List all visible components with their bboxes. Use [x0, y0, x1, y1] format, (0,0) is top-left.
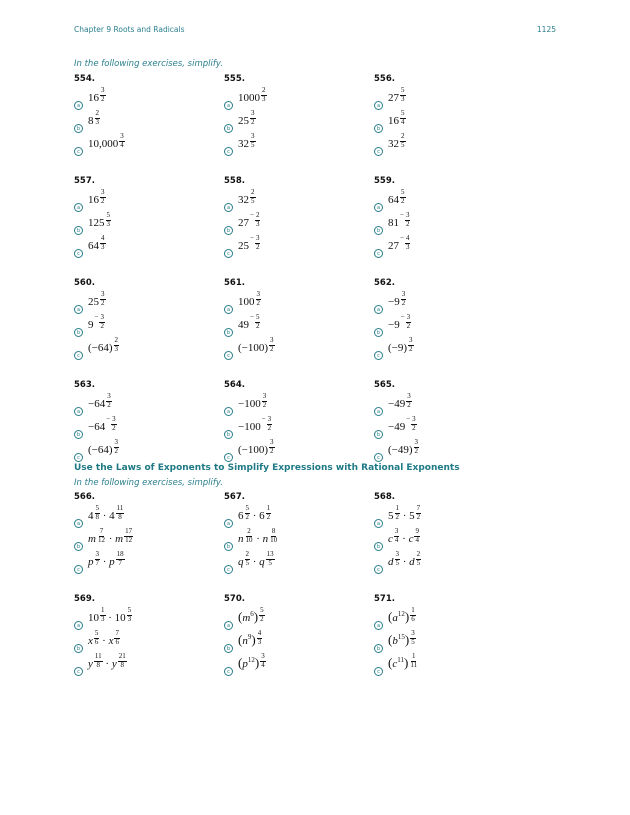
- exercise-563: [74, 380, 224, 464]
- exercise-part: [224, 188, 374, 214]
- part-label-circle: a: [74, 621, 83, 630]
- math-expression: p $\frac{3}{7}$ · p $\frac{18}{7}$: [88, 550, 124, 568]
- exercise-number: 569.: [74, 594, 95, 604]
- part-label-circle: c: [74, 565, 83, 574]
- exercise-part: [224, 652, 374, 678]
- exercise-part: [224, 290, 374, 316]
- math-expression: (−9) $\frac{3}{2}$: [388, 336, 413, 354]
- math-expression: $(p^{12})$ $\frac{3}{4}$: [238, 652, 265, 670]
- exercise-part: [74, 336, 224, 362]
- part-label-circle: a: [74, 203, 83, 212]
- math-expression: 9− $\frac{3}{2}$: [88, 313, 104, 331]
- part-label-circle: b: [374, 542, 383, 551]
- math-expression: 32 $\frac{2}{5}$: [388, 132, 405, 150]
- math-expression: −9− $\frac{3}{2}$: [388, 313, 411, 331]
- part-label-circle: c: [374, 351, 383, 360]
- math-expression: (−64) $\frac{2}{3}$: [88, 336, 119, 354]
- exercise-564: [224, 380, 374, 464]
- part-label-circle: b: [74, 124, 83, 133]
- part-label-circle: a: [74, 519, 83, 528]
- part-label-circle: c: [224, 351, 233, 360]
- part-label-circle: b: [374, 328, 383, 337]
- math-expression: 25− $\frac{3}{2}$: [238, 234, 260, 252]
- exercise-part: [374, 313, 524, 339]
- exercise-part: [224, 415, 374, 441]
- exercise-part: [224, 234, 374, 260]
- exercise-559: [374, 176, 524, 260]
- part-label-circle: a: [224, 407, 233, 416]
- part-label-circle: b: [74, 328, 83, 337]
- exercise-part: [224, 438, 374, 464]
- math-expression: 49− $\frac{5}{2}$: [238, 313, 260, 331]
- exercise-row: [74, 380, 564, 464]
- math-expression: −64 $\frac{3}{2}$: [88, 392, 111, 410]
- exercise-part: [74, 438, 224, 464]
- part-label-circle: c: [374, 565, 383, 574]
- exercise-part: [74, 211, 224, 237]
- math-expression: $(m^6)$ $\frac{5}{2}$: [238, 606, 264, 624]
- math-expression: (−64) $\frac{3}{2}$: [88, 438, 119, 456]
- part-label-circle: b: [74, 644, 83, 653]
- math-expression: 27− $\frac{4}{3}$: [388, 234, 410, 252]
- math-expression: y $\frac{11}{8}$ · y $\frac{21}{8}$: [88, 652, 126, 670]
- part-label-circle: a: [374, 621, 383, 630]
- exercise-part: [224, 86, 374, 112]
- exercise-560: [74, 278, 224, 362]
- exercise-part: [224, 132, 374, 158]
- part-label-circle: a: [224, 519, 233, 528]
- math-expression: 16 $\frac{3}{2}$: [88, 86, 105, 104]
- math-expression: −49− $\frac{3}{2}$: [388, 415, 416, 433]
- exercise-part: [74, 234, 224, 260]
- part-label-circle: c: [74, 249, 83, 258]
- exercise-number: 563.: [74, 380, 95, 390]
- part-label-circle: c: [224, 249, 233, 258]
- exercise-part: [74, 504, 224, 530]
- instruction-top: In the following exercises, simplify.: [74, 59, 223, 69]
- math-expression: 6 $\frac{5}{2}$ · 6 $\frac{1}{2}$: [238, 504, 271, 522]
- exercise-row: [74, 176, 564, 260]
- exercise-part: [374, 629, 524, 655]
- exercise-number: 561.: [224, 278, 245, 288]
- math-expression: 27− $\frac{2}{3}$: [238, 211, 260, 229]
- part-label-circle: a: [74, 101, 83, 110]
- math-expression: n $\frac{2}{10}$ · n $\frac{8}{10}$: [238, 527, 278, 545]
- section-heading: Use the Laws of Exponents to Simplify Expressions with Rational Exponents: [74, 463, 460, 473]
- exercise-part: [374, 652, 524, 678]
- exercise-part: [74, 109, 224, 135]
- instruction-bottom: In the following exercises, simplify.: [74, 478, 223, 488]
- exercise-556: [374, 74, 524, 158]
- exercise-part: [374, 188, 524, 214]
- math-expression: 25 $\frac{3}{2}$: [238, 109, 255, 127]
- exercise-number: 567.: [224, 492, 245, 502]
- part-label-circle: b: [374, 644, 383, 653]
- part-label-circle: b: [224, 226, 233, 235]
- math-expression: 8 $\frac{2}{3}$: [88, 109, 99, 127]
- part-label-circle: a: [374, 407, 383, 416]
- math-expression: d $\frac{3}{5}$ · d $\frac{2}{5}$: [388, 550, 421, 568]
- part-label-circle: a: [74, 305, 83, 314]
- exercise-grid-roots: [74, 74, 564, 482]
- exercise-number: 556.: [374, 74, 395, 84]
- math-expression: 32 $\frac{2}{5}$: [238, 188, 255, 206]
- math-expression: −100− $\frac{3}{2}$: [238, 415, 272, 433]
- part-label-circle: b: [224, 328, 233, 337]
- part-label-circle: b: [224, 542, 233, 551]
- exercise-number: 558.: [224, 176, 245, 186]
- exercise-number: 557.: [74, 176, 95, 186]
- math-expression: −64− $\frac{3}{2}$: [88, 415, 116, 433]
- part-label-circle: a: [224, 203, 233, 212]
- exercise-571: [374, 594, 524, 678]
- exercise-part: [374, 234, 524, 260]
- part-label-circle: c: [374, 249, 383, 258]
- math-expression: (−100) $\frac{3}{2}$: [238, 438, 274, 456]
- math-expression: 64 $\frac{4}{3}$: [88, 234, 105, 252]
- part-label-circle: c: [374, 667, 383, 676]
- exercise-number: 565.: [374, 380, 395, 390]
- exercise-566: [74, 492, 224, 576]
- part-label-circle: a: [224, 101, 233, 110]
- part-label-circle: b: [224, 644, 233, 653]
- math-expression: 16 $\frac{3}{2}$: [88, 188, 105, 206]
- math-expression: 81− $\frac{3}{2}$: [388, 211, 410, 229]
- math-expression: 25 $\frac{3}{2}$: [88, 290, 105, 308]
- exercise-555: [224, 74, 374, 158]
- part-label-circle: a: [374, 101, 383, 110]
- part-label-circle: a: [74, 407, 83, 416]
- exercise-number: 560.: [74, 278, 95, 288]
- part-label-circle: b: [224, 430, 233, 439]
- math-expression: $(b^{15})$ $\frac{3}{5}$: [388, 629, 415, 647]
- exercise-part: [224, 313, 374, 339]
- exercise-number: 570.: [224, 594, 245, 604]
- part-label-circle: c: [74, 147, 83, 156]
- math-expression: −49 $\frac{3}{2}$: [388, 392, 411, 410]
- exercise-part: [74, 550, 224, 576]
- exercise-part: [74, 652, 224, 678]
- math-expression: m $\frac{7}{12}$ · m $\frac{17}{12}$: [88, 527, 133, 545]
- part-label-circle: a: [374, 305, 383, 314]
- math-expression: 4 $\frac{5}{8}$ · 4 $\frac{11}{8}$: [88, 504, 124, 522]
- exercise-part: [374, 415, 524, 441]
- page-number: 1125: [536, 25, 556, 34]
- part-label-circle: c: [224, 147, 233, 156]
- exercise-part: [374, 438, 524, 464]
- math-expression: 16 $\frac{5}{4}$: [388, 109, 405, 127]
- math-expression: 27 $\frac{5}{3}$: [388, 86, 405, 104]
- part-label-circle: b: [374, 226, 383, 235]
- exercise-554: [74, 74, 224, 158]
- exercise-557: [74, 176, 224, 260]
- exercise-part: [374, 211, 524, 237]
- math-expression: q $\frac{2}{5}$ · q $\frac{13}{5}$: [238, 550, 274, 568]
- exercise-part: [374, 336, 524, 362]
- exercise-part: [374, 109, 524, 135]
- exercise-561: [224, 278, 374, 362]
- math-expression: 10,000 $\frac{3}{4}$: [88, 132, 124, 150]
- math-expression: $(a^{12})$ $\frac{1}{6}$: [388, 606, 415, 624]
- part-label-circle: b: [374, 430, 383, 439]
- exercise-part: [224, 629, 374, 655]
- exercise-number: 564.: [224, 380, 245, 390]
- math-expression: 100 $\frac{3}{2}$: [238, 290, 260, 308]
- exercise-part: [374, 132, 524, 158]
- part-label-circle: b: [74, 430, 83, 439]
- math-expression: −100 $\frac{3}{2}$: [238, 392, 267, 410]
- part-label-circle: b: [374, 124, 383, 133]
- exercise-number: 571.: [374, 594, 395, 604]
- exercise-number: 568.: [374, 492, 395, 502]
- exercise-567: [224, 492, 374, 576]
- math-expression: 32 $\frac{3}{5}$: [238, 132, 255, 150]
- math-expression: 64 $\frac{5}{2}$: [388, 188, 405, 206]
- exercise-565: [374, 380, 524, 464]
- exercise-number: 566.: [74, 492, 95, 502]
- exercise-number: 555.: [224, 74, 245, 84]
- running-head: [74, 25, 556, 34]
- exercise-number: 559.: [374, 176, 395, 186]
- math-expression: $(n^9)$ $\frac{4}{3}$: [238, 629, 262, 647]
- part-label-circle: b: [74, 226, 83, 235]
- part-label-circle: c: [224, 565, 233, 574]
- part-label-circle: c: [224, 667, 233, 676]
- part-label-circle: b: [74, 542, 83, 551]
- math-expression: $(c^{11})$ $\frac{1}{11}$: [388, 652, 418, 670]
- exercise-number: 554.: [74, 74, 95, 84]
- part-label-circle: a: [374, 203, 383, 212]
- math-expression: −9 $\frac{3}{2}$: [388, 290, 406, 308]
- exercise-569: [74, 594, 224, 678]
- exercise-part: [374, 606, 524, 632]
- exercise-row: [74, 278, 564, 362]
- exercise-number: 562.: [374, 278, 395, 288]
- part-label-circle: c: [74, 351, 83, 360]
- part-label-circle: a: [374, 519, 383, 528]
- exercise-part: [374, 550, 524, 576]
- part-label-circle: a: [224, 305, 233, 314]
- math-expression: 5 $\frac{1}{2}$ · 5 $\frac{7}{2}$: [388, 504, 421, 522]
- exercise-part: [224, 550, 374, 576]
- part-label-circle: c: [74, 667, 83, 676]
- math-expression: (−49) $\frac{3}{2}$: [388, 438, 419, 456]
- exercise-grid-laws: [74, 492, 564, 696]
- exercise-part: [374, 86, 524, 112]
- exercise-row: [74, 492, 564, 576]
- exercise-568: [374, 492, 524, 576]
- exercise-row: [74, 74, 564, 158]
- part-label-circle: b: [224, 124, 233, 133]
- part-label-circle: c: [374, 453, 383, 462]
- math-expression: 1000 $\frac{2}{3}$: [238, 86, 266, 104]
- math-expression: 125 $\frac{5}{3}$: [88, 211, 110, 229]
- part-label-circle: c: [74, 453, 83, 462]
- part-label-circle: a: [224, 621, 233, 630]
- exercise-570: [224, 594, 374, 678]
- exercise-part: [224, 211, 374, 237]
- exercise-row: [74, 594, 564, 678]
- exercise-part: [224, 392, 374, 418]
- exercise-part: [74, 188, 224, 214]
- exercise-part: [224, 109, 374, 135]
- exercise-part: [374, 290, 524, 316]
- exercise-part: [224, 606, 374, 632]
- math-expression: x $\frac{5}{6}$ · x $\frac{7}{6}$: [88, 629, 119, 647]
- exercise-part: [74, 132, 224, 158]
- math-expression: c $\frac{3}{4}$ · c $\frac{9}{4}$: [388, 527, 419, 545]
- part-label-circle: c: [224, 453, 233, 462]
- math-expression: (−100) $\frac{3}{2}$: [238, 336, 274, 354]
- exercise-part: [224, 336, 374, 362]
- exercise-part: [74, 415, 224, 441]
- exercise-558: [224, 176, 374, 260]
- exercise-562: [374, 278, 524, 362]
- exercise-part: [74, 313, 224, 339]
- exercise-part: [74, 392, 224, 418]
- chapter-title: Chapter 9 Roots and Radicals: [74, 25, 185, 34]
- part-label-circle: c: [374, 147, 383, 156]
- math-expression: 10 $\frac{1}{3}$ · 10 $\frac{5}{3}$: [88, 606, 132, 624]
- exercise-part: [374, 392, 524, 418]
